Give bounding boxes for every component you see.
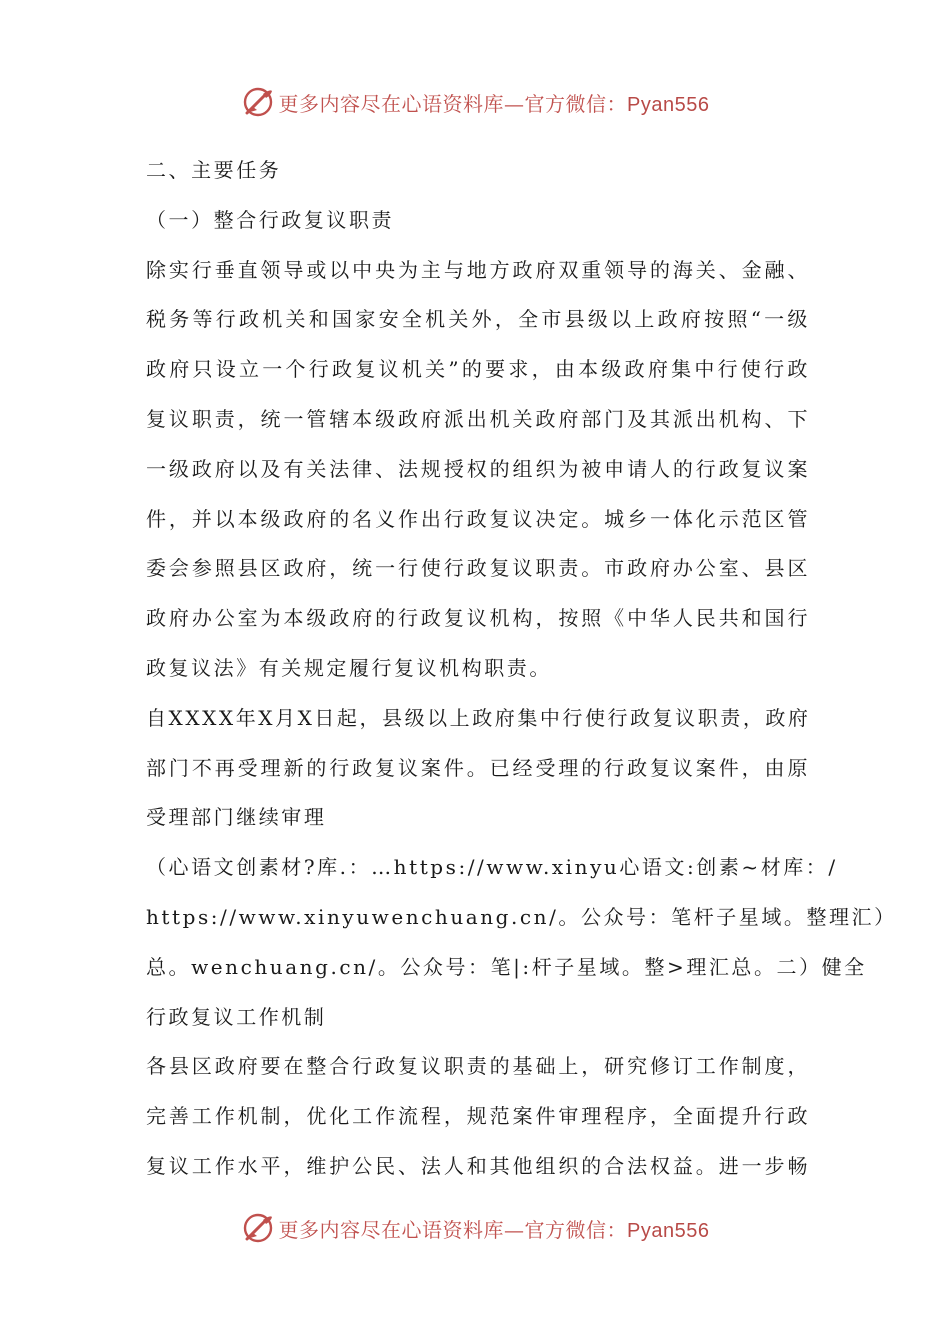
header-banner xyxy=(0,80,950,124)
paragraph-line: 委会参照县区政府，统一行使行政复议职责。市政府办公室、县区 xyxy=(146,556,810,581)
paragraph-line: 一级政府以及有关法律、法规授权的组织为被申请人的行政复议案 xyxy=(146,456,810,481)
paragraph-line: 总。wenchuang.cn/。公众号：笔|:杆子星域。整>理汇总。二）健全 xyxy=(146,954,867,979)
paragraph-line: 除实行垂直领导或以中央为主与地方政府双重领导的海关、金融、 xyxy=(146,257,810,282)
banner-text: 更多内容尽在心语资料库—官方微信：Pyan556 xyxy=(278,91,710,116)
subsection-heading: （一）整合行政复议职责 xyxy=(146,207,395,232)
paragraph-line: 政府只设立一个行政复议机关”的要求，由本级政府集中行使行政 xyxy=(146,357,810,382)
paragraph-line: 自XXXX年X月X日起，县级以上政府集中行使行政复议职责，政府 xyxy=(146,705,811,730)
paragraph-line: 复议工作水平，维护公民、法人和其他组织的合法权益。进一步畅 xyxy=(146,1153,810,1178)
paragraph-line: 件，并以本级政府的名义作出行政复议决定。城乡一体化示范区管 xyxy=(146,506,810,531)
paragraph-line: 各县区政府要在整合行政复议职责的基础上，研究修订工作制度， xyxy=(146,1054,810,1079)
pen-logo-icon xyxy=(241,85,275,119)
paragraph-line: 部门不再受理新的行政复议案件。已经受理的行政复议案件，由原 xyxy=(146,755,810,780)
paragraph-line: 复议职责，统一管辖本级政府派出机关政府部门及其派出机构、下 xyxy=(146,406,810,431)
paragraph-line: https://www.xinyuwenchuang.cn/。公众号：笔杆子星域。整理汇） xyxy=(146,904,897,929)
paragraph-line: （心语文创素材?库.：…https://www.xinyu心语文:创素~材库：/ xyxy=(146,855,838,880)
paragraph-line: 税务等行政机关和国家安全机关外，全市县级以上政府按照“一级 xyxy=(146,307,810,332)
paragraph-line: 行政复议工作机制 xyxy=(146,1004,327,1029)
paragraph-line: 完善工作机制，优化工作流程，规范案件审理程序，全面提升行政 xyxy=(146,1104,810,1129)
wechat-id: Pyan556 xyxy=(627,93,710,116)
section-heading: 二、主要任务 xyxy=(146,158,282,182)
pen-logo-icon xyxy=(241,1211,275,1245)
wechat-id: Pyan556 xyxy=(627,1219,710,1242)
footer-banner xyxy=(0,1206,950,1250)
paragraph-line: 政府办公室为本级政府的行政复议机构，按照《中华人民共和国行 xyxy=(146,606,810,631)
paragraph-line: 政复议法》有关规定履行复议机构职责。 xyxy=(146,655,552,680)
banner-text: 更多内容尽在心语资料库—官方微信：Pyan556 xyxy=(278,1217,710,1242)
document-body xyxy=(146,146,897,1192)
paragraph-line: 受理部门继续审理 xyxy=(146,805,327,830)
